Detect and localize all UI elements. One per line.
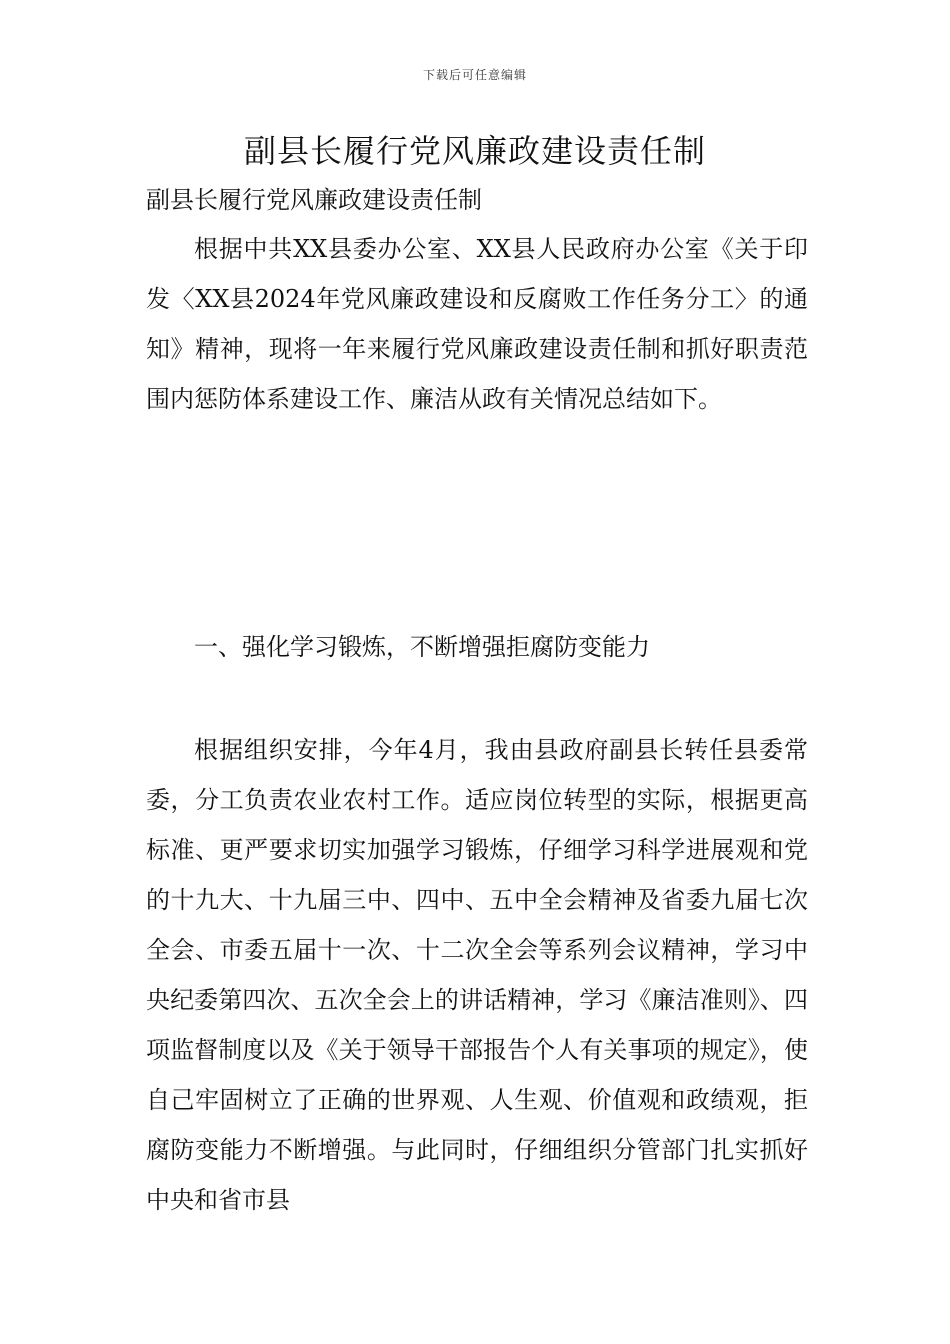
- section-paragraph: 根据组织安排，今年4月，我由县政府副县长转任县委常委，分工负责农业农村工作。适应岗位转型的实际，根据更高标准、更严要求切实加强学习锻炼，仔细学习科学进展观和党的十九大、十九届三中、四中、五中全会精神及省委九届七次全会、市委五届十一次、十二次全会等系列会议精神，学习中央纪委第四次、五次全会上的讲话精神，学习《廉洁准则》、四项监督制度以及《关于领导干部报告个人有关事项的规定》，使自己牢固树立了正确的世界观、人生观、价值观和政绩观，拒腐防变能力不断增强。与此同时，仔细组织分管部门扎实抓好中央和省市县: [146, 736, 808, 1214]
- intro-paragraph: 根据中共XX县委办公室、XX县人民政府办公室《关于印发〈XX县2024年党风廉政建设和反腐败工作任务分工〉的通知》精神，现将一年来履行党风廉政建设责任制和抓好职责范围内惩防体系建设工作、廉洁从政有关情况总结如下。: [146, 235, 808, 413]
- document-subtitle: 副县长履行党风廉政建设责任制: [146, 186, 482, 214]
- document-title: 副县长履行党风廉政建设责任制: [243, 132, 706, 170]
- section-heading: 一、强化学习锻炼，不断增强拒腐防变能力: [194, 633, 650, 661]
- header-note: 下载后可任意编辑: [422, 68, 527, 82]
